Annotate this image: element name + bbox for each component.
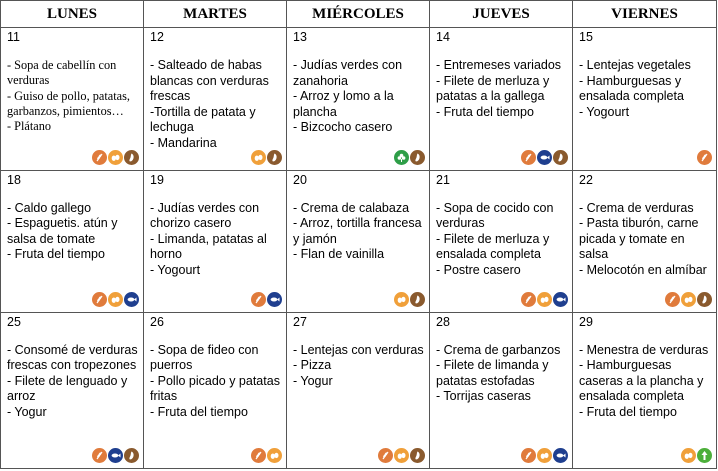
dish-item: - Pollo picado y patatas fritas: [150, 373, 280, 404]
day-cell-friday: [573, 170, 717, 312]
dish-item: - Yogur: [7, 404, 47, 419]
dish-item: - Lentejas con verduras: [293, 342, 424, 357]
dish-item: - Bizcocho casero: [293, 120, 393, 134]
dish-item: - Fruta del tiempo: [579, 404, 677, 419]
dish-item: - Sopa de fideo con puerros: [150, 342, 259, 373]
header-monday: LUNES: [1, 1, 144, 28]
day-cell-monday: [1, 28, 144, 171]
soy-icon: [553, 150, 568, 165]
allergen-icons: [394, 150, 425, 165]
dish-item: - Yogourt: [150, 262, 201, 277]
soy-icon: [124, 448, 139, 463]
egg-icon: [251, 150, 266, 165]
dish-list: [150, 343, 282, 421]
dish-item: - Judías verdes con zanahoria: [293, 58, 403, 88]
allergen-icons: [521, 292, 568, 307]
day-number: 28: [436, 314, 450, 329]
day-number: 15: [579, 30, 593, 44]
gluten-icon: [521, 150, 536, 165]
day-cell-thursday: [430, 28, 573, 171]
fish-icon: [108, 448, 123, 463]
dish-list: [579, 201, 712, 279]
day-cell-thursday: [430, 170, 573, 312]
dish-list: [436, 201, 568, 279]
dish-item: - Arroz y lomo a la plancha: [293, 89, 394, 119]
dish-item: - Hamburguesas y ensalada completa: [579, 73, 684, 103]
allergen-icons: [92, 150, 139, 165]
dish-item: - Pasta tiburón, carne picada y tomate en salsa: [579, 216, 699, 262]
allergen-icons: [521, 448, 568, 463]
day-number: 27: [293, 314, 307, 329]
dish-item: - Menestra de verduras: [579, 342, 709, 357]
weekday-header-row: [1, 1, 717, 28]
dish-item: - Yogur: [293, 373, 333, 388]
dish-item: - Crema de verduras: [579, 200, 694, 215]
day-cell-monday: [1, 170, 144, 312]
allergen-icons: [92, 292, 139, 307]
soy-icon: [410, 150, 425, 165]
day-number: 12: [150, 30, 164, 44]
day-number: 25: [7, 314, 21, 329]
header-tuesday: MARTES: [144, 1, 287, 28]
allergen-icons: [697, 150, 712, 165]
gluten-icon: [92, 448, 107, 463]
allergen-icons: [251, 292, 282, 307]
allergen-icons: [665, 292, 712, 307]
allergen-icons: [378, 448, 425, 463]
day-cell-friday: [573, 312, 717, 468]
dish-item: - Pizza: [293, 358, 332, 373]
week-row: [1, 170, 717, 312]
header-friday: VIERNES: [573, 1, 717, 28]
egg-icon: [394, 292, 409, 307]
dish-item: - Lentejas vegetales: [579, 58, 691, 72]
header-thursday: JUEVES: [430, 1, 573, 28]
dish-item: - Espaguetis. atún y salsa de tomate: [7, 216, 118, 246]
gluten-icon: [251, 292, 266, 307]
allergen-icons: [521, 150, 568, 165]
dish-item: -Tortilla de patata y lechuga: [150, 104, 256, 134]
dish-item: - Hamburguesas caseras a la plancha y ensalada completa: [579, 358, 704, 404]
day-number: 11: [7, 30, 20, 44]
dish-list: [436, 58, 568, 120]
fish-icon: [553, 448, 568, 463]
dish-item: - Torrijas caseras: [436, 389, 531, 404]
dish-item: - Fruta del tiempo: [436, 104, 534, 119]
dish-list: [7, 343, 139, 421]
day-number: 29: [579, 314, 593, 329]
soy-icon: [697, 292, 712, 307]
allergen-icons: [251, 448, 282, 463]
day-number: 13: [293, 30, 307, 44]
dish-item: - Postre casero: [436, 262, 521, 277]
gluten-icon: [378, 448, 393, 463]
allergen-icons: [681, 448, 712, 463]
dish-item: - Flan de vainilla: [293, 247, 385, 262]
dish-item: - Filete de merluza y patatas a la gallega: [436, 73, 550, 103]
day-number: 14: [436, 30, 450, 44]
allergen-icons: [92, 448, 139, 463]
day-cell-tuesday: [144, 28, 287, 171]
dish-list: [150, 58, 282, 151]
dish-list: [436, 343, 568, 405]
dish-item: - Filete de limanda y patatas estofadas: [436, 358, 549, 388]
day-cell-thursday: [430, 312, 573, 468]
egg-icon: [108, 292, 123, 307]
dish-list: [293, 58, 425, 136]
fish-icon: [537, 150, 552, 165]
soy-icon: [267, 150, 282, 165]
week-row: [1, 312, 717, 468]
dish-list: [150, 201, 282, 279]
gluten-icon: [521, 292, 536, 307]
celery-icon: [394, 150, 409, 165]
soy-icon: [124, 150, 139, 165]
egg-icon: [394, 448, 409, 463]
dish-item: - Crema de calabaza: [293, 200, 410, 215]
dish-item: - Judías verdes con chorizo casero: [150, 200, 260, 231]
day-number: 20: [293, 172, 307, 187]
day-number: 19: [150, 172, 164, 187]
day-number: 26: [150, 314, 164, 329]
dish-item: - Filete de lenguado y arroz: [7, 373, 128, 404]
day-cell-tuesday: [144, 312, 287, 468]
soy-icon: [410, 448, 425, 463]
day-cell-friday: [573, 28, 717, 171]
day-cell-monday: [1, 312, 144, 468]
dish-item: - Arroz, tortilla francesa y jamón: [293, 216, 422, 246]
dish-item: - Caldo gallego: [7, 200, 92, 215]
egg-icon: [537, 448, 552, 463]
gluten-icon: [251, 448, 266, 463]
dish-item: - Filete de merluza y ensalada completa: [436, 231, 550, 262]
egg-icon: [681, 292, 696, 307]
egg-icon: [681, 448, 696, 463]
egg-icon: [267, 448, 282, 463]
dish-list: [579, 343, 712, 421]
dish-item: - Sopa de cabellín con verduras: [7, 58, 117, 88]
header-wednesday: MIÉRCOLES: [287, 1, 430, 28]
dish-item: - Entremeses variados: [436, 58, 562, 72]
egg-icon: [537, 292, 552, 307]
dish-item: - Guiso de pollo, patatas, garbanzos, pimientos…: [7, 88, 130, 118]
fruit-icon: [697, 448, 712, 463]
dish-list: [7, 58, 139, 134]
dish-list: [293, 201, 425, 263]
allergen-icons: [394, 292, 425, 307]
day-number: 22: [579, 172, 593, 187]
egg-icon: [108, 150, 123, 165]
dish-item: - Plátano: [7, 119, 52, 134]
dish-item: - Melocotón en almíbar: [579, 262, 707, 277]
fish-icon: [267, 292, 282, 307]
dish-item: - Yogourt: [579, 104, 630, 119]
dish-list: [579, 58, 712, 120]
allergen-icons: [251, 150, 282, 165]
dish-item: - Mandarina: [150, 135, 217, 150]
dish-item: - Sopa de cocido con verduras: [436, 200, 554, 231]
gluten-icon: [92, 150, 107, 165]
dish-list: [293, 343, 425, 390]
day-cell-tuesday: [144, 170, 287, 312]
dish-item: - Fruta del tiempo: [7, 247, 105, 262]
week-row: [1, 28, 717, 171]
gluten-icon: [665, 292, 680, 307]
fish-icon: [553, 292, 568, 307]
dish-item: - Consomé de verduras frescas con tropezones: [7, 342, 138, 373]
day-number: 21: [436, 172, 450, 187]
dish-item: - Crema de garbanzos: [436, 342, 561, 357]
dish-item: - Salteado de habas blancas con verduras frescas: [150, 58, 269, 103]
day-cell-wednesday: [287, 28, 430, 171]
dish-item: - Limanda, patatas al horno: [150, 231, 267, 262]
gluten-icon: [92, 292, 107, 307]
dish-item: - Fruta del tiempo: [150, 404, 248, 419]
gluten-icon: [697, 150, 712, 165]
day-cell-wednesday: [287, 312, 430, 468]
gluten-icon: [521, 448, 536, 463]
fish-icon: [124, 292, 139, 307]
day-cell-wednesday: [287, 170, 430, 312]
dish-list: [7, 201, 139, 263]
soy-icon: [410, 292, 425, 307]
day-number: 18: [7, 172, 21, 187]
